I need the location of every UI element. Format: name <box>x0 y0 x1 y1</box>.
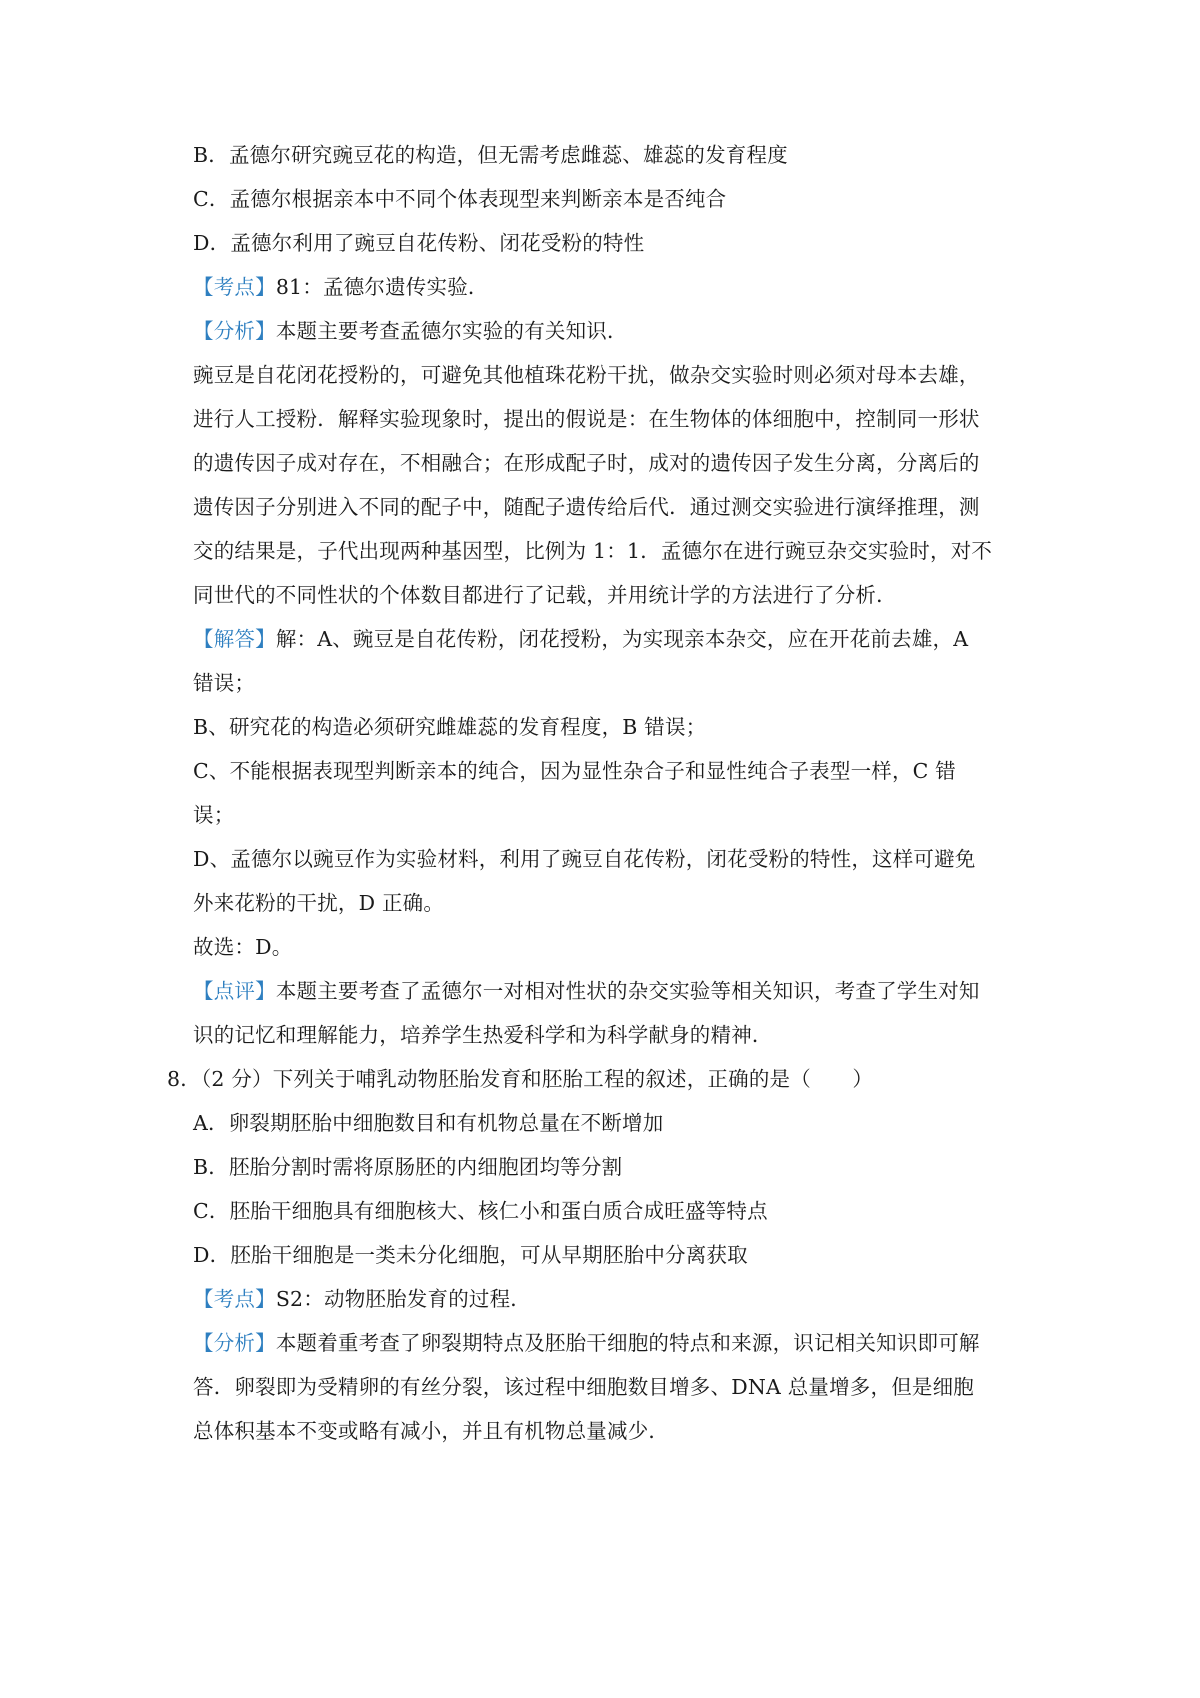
q8-fenxi-first: 本题着重考查了卵裂期特点及胚胎干细胞的特点和来源，识记相关知识即可解 <box>275 1331 980 1355</box>
tag-bracket-open: 【 <box>193 627 214 651</box>
q8-fenxi <box>193 1329 1200 1357</box>
q7-jieda-line: 外来花粉的干扰，D 正确。 <box>193 891 445 915</box>
tag-bracket-open: 【 <box>193 979 214 1003</box>
q8-option-c: C．胚胎干细胞具有细胞核大、核仁小和蛋白质合成旺盛等特点 <box>193 1199 768 1223</box>
q8-stem: 8．（2 分）下列关于哺乳动物胚胎发育和胚胎工程的叙述，正确的是（ ） <box>167 1067 874 1091</box>
q8-option-d: D．胚胎干细胞是一类未分化细胞，可从早期胚胎中分离获取 <box>193 1243 748 1267</box>
q7-dianping-first: 本题主要考查了孟德尔一对相对性状的杂交实验等相关知识，考查了学生对知 <box>275 979 980 1003</box>
q8-kaodian-label: 考点 <box>213 1287 256 1311</box>
q7-dianping <box>193 977 1200 1005</box>
tag-bracket-open: 【 <box>193 1287 214 1311</box>
q7-kaodian-label: 考点 <box>213 275 256 299</box>
q7-dianping-label: 点评 <box>213 979 256 1003</box>
q7-option-d: D．孟德尔利用了豌豆自花传粉、闭花受粉的特性 <box>193 231 645 255</box>
q7-jieda-line: B、研究花的构造必须研究雌雄蕊的发育程度，B 错误； <box>193 715 707 739</box>
q8-fenxi-line: 答．卵裂即为受精卵的有丝分裂，该过程中细胞数目增多、DNA 总量增多，但是细胞 <box>193 1375 974 1399</box>
q7-fenxi-label: 分析 <box>213 319 256 343</box>
q7-jieda-line: C、不能根据表现型判断亲本的纯合，因为显性杂合子和显性纯合子表型一样，C 错 <box>193 759 956 783</box>
q7-jieda-first: 解：A、豌豆是自花传粉，闭花授粉，为实现亲本杂交，应在开花前去雄，A <box>275 627 969 651</box>
q7-kaodian <box>193 273 1200 301</box>
tag-bracket-close: 】 <box>255 1287 276 1311</box>
q7-fenxi-text: 本题主要考查孟德尔实验的有关知识． <box>275 319 628 343</box>
q7-fenxi-line: 进行人工授粉．解释实验现象时，提出的假说是：在生物体的体细胞中，控制同一形状 <box>193 407 980 431</box>
q7-jieda-line: 错误； <box>193 671 256 695</box>
q8-fenxi-label: 分析 <box>213 1331 256 1355</box>
q7-kaodian-text: 81：孟德尔遗传实验． <box>275 275 489 299</box>
q7-fenxi-line: 的遗传因子成对存在，不相融合；在形成配子时，成对的遗传因子发生分离，分离后的 <box>193 451 980 475</box>
tag-bracket-close: 】 <box>255 1331 276 1355</box>
tag-bracket-close: 】 <box>255 979 276 1003</box>
q7-dianping-line: 识的记忆和理解能力，培养学生热爱科学和为科学献身的精神． <box>193 1023 773 1047</box>
tag-bracket-close: 】 <box>255 275 276 299</box>
q7-option-c: C．孟德尔根据亲本中不同个体表现型来判断亲本是否纯合 <box>193 187 727 211</box>
tag-bracket-open: 【 <box>193 1331 214 1355</box>
q8-option-b: B．胚胎分割时需将原肠胚的内细胞团均等分割 <box>193 1155 623 1179</box>
tag-bracket-close: 】 <box>255 319 276 343</box>
q7-jieda-line: 误； <box>193 803 235 827</box>
q7-fenxi-line: 同世代的不同性状的个体数目都进行了记载，并用统计学的方法进行了分析． <box>193 583 897 607</box>
q7-jieda <box>193 625 1200 653</box>
q7-jieda-line: D、孟德尔以豌豆作为实验材料，利用了豌豆自花传粉，闭花受粉的特性，这样可避免 <box>193 847 976 871</box>
q7-jieda-line: 故选：D。 <box>193 935 293 959</box>
q7-jieda-label: 解答 <box>213 627 256 651</box>
q7-fenxi-line: 遗传因子分别进入不同的配子中，随配子遗传给后代．通过测交实验进行演绎推理，测 <box>193 495 980 519</box>
q7-fenxi-line: 豌豆是自花闭花授粉的，可避免其他植珠花粉干扰，做杂交实验时则必须对母本去雄， <box>193 363 980 387</box>
tag-bracket-close: 】 <box>255 627 276 651</box>
q8-option-a: A．卵裂期胚胎中细胞数目和有机物总量在不断增加 <box>193 1111 664 1135</box>
q7-option-b: B．孟德尔研究豌豆花的构造，但无需考虑雌蕊、雄蕊的发育程度 <box>193 143 788 167</box>
q8-kaodian-text: S2：动物胚胎发育的过程． <box>275 1287 531 1311</box>
tag-bracket-open: 【 <box>193 275 214 299</box>
q7-fenxi <box>193 317 1200 345</box>
q8-kaodian <box>193 1285 1200 1313</box>
tag-bracket-open: 【 <box>193 319 214 343</box>
q7-fenxi-line: 交的结果是，子代出现两种基因型，比例为 1：1．孟德尔在进行豌豆杂交实验时，对不 <box>193 539 993 563</box>
q8-fenxi-line: 总体积基本不变或略有减小，并且有机物总量减少． <box>193 1419 670 1443</box>
